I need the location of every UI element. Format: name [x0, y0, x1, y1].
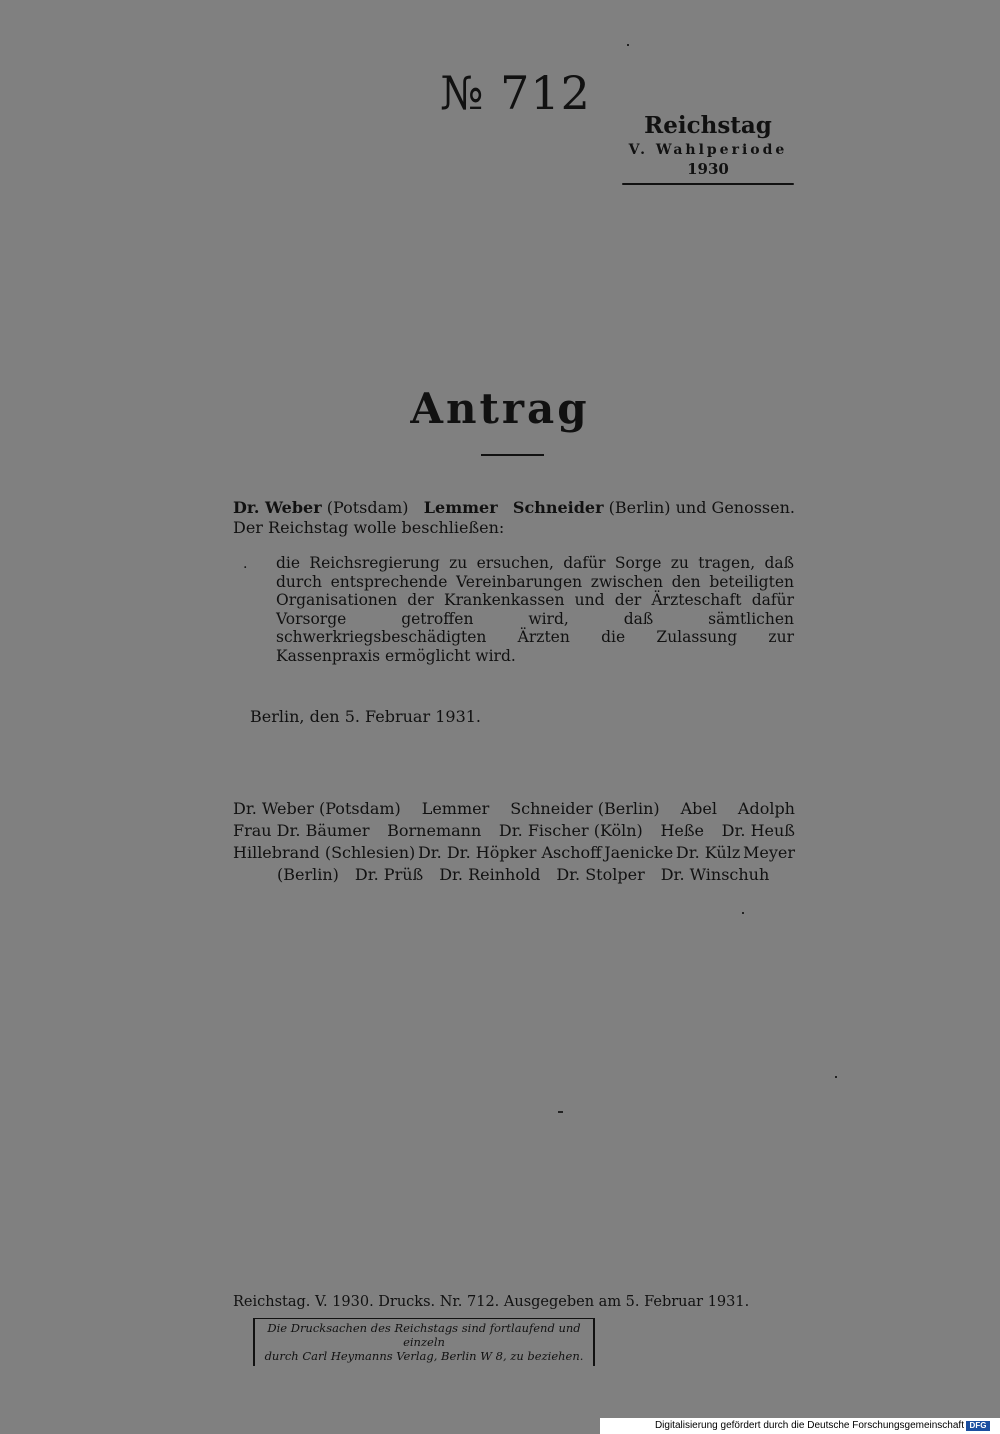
mover-weber: Dr. Weber [233, 498, 322, 517]
reichstag-header [622, 112, 794, 185]
credit-text: Digitalisierung gefördert durch die Deutsche Forschungsgemeinschaft [654, 1420, 964, 1431]
signatory: Dr. Stolper [556, 865, 645, 884]
period-label: V. Wahlperiode [628, 142, 788, 158]
mover-weber-place: (Potsdam) [326, 498, 409, 517]
motion-body: die Reichsregierung zu ersuchen, dafür Sorge zu tragen, daß durch entsprechende Vereinbarungen zwischen den beteiligten Organisationen der Krankenkassen und der Ärzteschaft dafür Vorsorge getroffen wird, daß sämtlichen schwerkriegsbeschädigten Ärzten die Zulassung zur Kassenpraxis ermöglicht wird. [276, 554, 794, 665]
footer-notice-line: durch Carl Heymanns Verlag, Berlin W 8, zu beziehen. [264, 1349, 584, 1363]
signatory: (Berlin) [277, 865, 339, 884]
document-title: Antrag [410, 384, 590, 433]
digitization-credit-bar [600, 1418, 1000, 1434]
signatory: Dr. Winschuh [660, 865, 770, 884]
place-date: Berlin, den 5. Februar 1931. [250, 707, 482, 726]
dfg-logo: DFG [966, 1421, 990, 1431]
scan-speck [627, 44, 629, 46]
signatory-row [233, 864, 795, 886]
scan-speck [558, 1111, 563, 1113]
document-number: № 712 [440, 66, 591, 120]
signatory-row [233, 798, 795, 820]
mover-schneider: Schneider [512, 498, 604, 517]
signatory: Frau Dr. Bäumer [233, 821, 370, 840]
signatory: Heße [660, 821, 705, 840]
signatory: Meyer [742, 843, 795, 862]
signatory: Lemmer [421, 799, 490, 818]
scan-speck [835, 1076, 837, 1078]
header-rule [622, 183, 794, 185]
resolution-intro: Der Reichstag wolle beschließen: [233, 518, 505, 537]
signatory: Hillebrand (Schlesien) [233, 843, 416, 862]
signatory-row [233, 842, 795, 864]
title-rule [481, 454, 544, 456]
body-bullet: . [243, 556, 248, 572]
signatory: Dr. Weber (Potsdam) [233, 799, 401, 818]
footer-publication-line: Reichstag. V. 1930. Drucks. Nr. 712. Ausgegeben am 5. Februar 1931. [233, 1294, 750, 1310]
signatory: Dr. Heuß [721, 821, 795, 840]
mover-schneider-place: (Berlin) und Genossen. [608, 498, 795, 517]
reichstag-label: Reichstag [644, 112, 772, 139]
signatory: Dr. Külz [675, 843, 741, 862]
mover-weber-group [233, 498, 409, 517]
signatory: Abel [680, 799, 717, 818]
signatory: Schneider (Berlin) [510, 799, 660, 818]
signatory: Dr. Prüß [354, 865, 424, 884]
footer-notice-box [253, 1318, 595, 1366]
signatory: Jaenicke [604, 843, 674, 862]
signatory: Bornemann [387, 821, 482, 840]
year-label: 1930 [687, 160, 729, 178]
movers-line [233, 498, 795, 517]
signatory: Adolph [737, 799, 795, 818]
signatory: Dr. Dr. Höpker Aschoff [417, 843, 602, 862]
scan-speck [742, 912, 744, 914]
signatory: Dr. Reinhold [439, 865, 541, 884]
signatory-row [233, 820, 795, 842]
mover-schneider-group [513, 498, 795, 517]
signatories [233, 798, 795, 886]
mover-lemmer: Lemmer [423, 498, 498, 517]
signatory: Dr. Fischer (Köln) [498, 821, 643, 840]
footer-notice-line: Die Drucksachen des Reichstags sind fortlaufend und einzeln [267, 1321, 581, 1349]
